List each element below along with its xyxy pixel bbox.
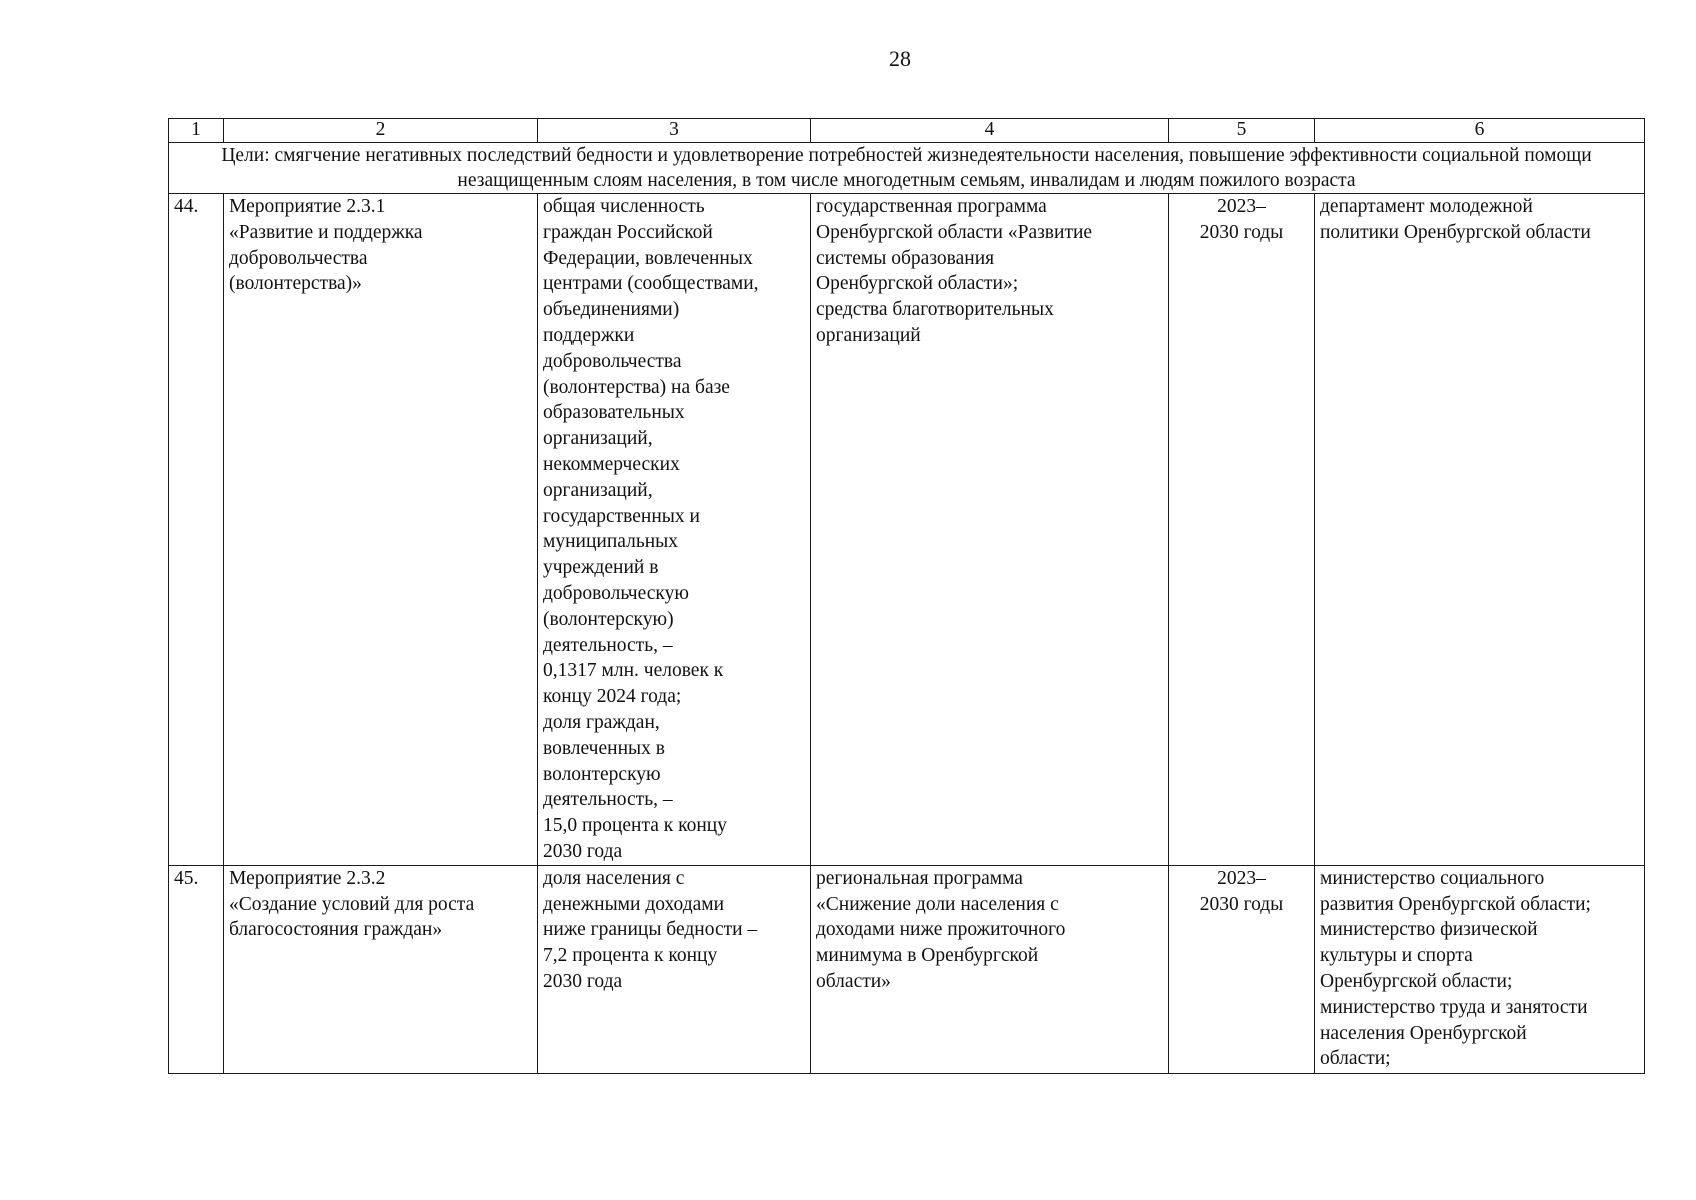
cell-line: 0,1317 млн. человек к (543, 660, 724, 682)
cell-line: добровольчества (229, 247, 368, 269)
cell-line: политики Оренбургской области (1320, 221, 1591, 243)
table-row (169, 865, 1645, 1073)
cell-line: организаций, (543, 479, 653, 501)
cell-line: министерство социального (1320, 867, 1545, 889)
indicator-cell (538, 194, 811, 866)
cell-line: Мероприятие 2.3.2 (229, 867, 386, 889)
cell-line: вовлеченных в (543, 737, 665, 759)
cell-line: образовательных (543, 402, 685, 424)
cell-line: «Создание условий для роста (229, 893, 475, 915)
responsible-cell (1315, 865, 1645, 1073)
cell-line: системы образования (816, 247, 995, 269)
indicator-cell (538, 865, 811, 1073)
row-number: 45. (169, 865, 224, 1073)
cell-line: благосостояния граждан» (229, 919, 443, 941)
cell-line: денежными доходами (543, 893, 725, 915)
cell-line: населения Оренбургской (1320, 1022, 1527, 1044)
column-number: 3 (538, 119, 811, 143)
cell-line: 2030 года (543, 840, 623, 862)
cell-line: доходами ниже прожиточного (816, 919, 1066, 941)
cell-line: концу 2024 года; (543, 686, 682, 708)
cell-line: граждан Российской (543, 221, 713, 243)
cell-line: 2023– (1217, 867, 1266, 889)
table-row (169, 194, 1645, 866)
cell-line: министерство физической (1320, 919, 1538, 941)
cell-line: культуры и спорта (1320, 945, 1473, 967)
cell-line: организаций, (543, 428, 653, 450)
cell-line: 7,2 процента к концу (543, 945, 718, 967)
cell-line: департамент молодежной (1320, 196, 1533, 217)
funding-source-cell (811, 194, 1169, 866)
cell-line: Мероприятие 2.3.1 (229, 196, 386, 217)
cell-line: ниже границы бедности – (543, 919, 758, 941)
cell-line: 2023– (1217, 196, 1266, 217)
funding-source-cell (811, 865, 1169, 1073)
measure-cell (224, 194, 538, 866)
cell-line: центрами (сообществами, (543, 273, 759, 295)
cell-line: 2030 годы (1199, 893, 1284, 915)
cell-line: организаций (816, 324, 921, 346)
column-number: 5 (1169, 119, 1315, 143)
goals-row (169, 143, 1645, 194)
measures-table (168, 118, 1645, 1074)
measure-cell (224, 865, 538, 1073)
cell-line: Федерации, вовлеченных (543, 247, 753, 269)
cell-line: Оренбургской области «Развитие (816, 221, 1093, 243)
cell-line: Оренбургской области»; (816, 273, 1019, 295)
page-number: 28 (889, 46, 911, 71)
cell-line: области» (816, 970, 891, 992)
cell-line: «Развитие и поддержка (229, 221, 423, 243)
period-cell (1169, 194, 1315, 866)
period-cell (1169, 865, 1315, 1073)
column-number: 6 (1315, 119, 1645, 143)
cell-line: объединениями) (543, 299, 680, 321)
cell-line: министерство труда и занятости (1320, 996, 1588, 1018)
column-number: 1 (169, 119, 224, 143)
cell-line: области; (1320, 1048, 1391, 1070)
cell-line: государственная программа (816, 196, 1047, 217)
cell-line: региональная программа (816, 867, 1023, 889)
cell-line: волонтерскую (543, 763, 661, 785)
cell-line: (волонтерскую) (543, 608, 674, 630)
cell-line: минимума в Оренбургской (816, 945, 1039, 967)
cell-line: государственных и (543, 505, 700, 527)
cell-line: добровольческую (543, 582, 689, 604)
cell-line: 2030 годы (1199, 221, 1284, 243)
cell-line: доля граждан, (543, 711, 660, 733)
column-number: 4 (811, 119, 1169, 143)
cell-line: средства благотворительных (816, 299, 1054, 321)
row-number: 44. (169, 194, 224, 866)
cell-line: учреждений в (543, 557, 659, 579)
cell-line: Оренбургской области; (1320, 970, 1513, 992)
cell-line: общая численность (543, 196, 705, 217)
cell-line: муниципальных (543, 531, 679, 553)
cell-line: 2030 года (543, 970, 623, 992)
cell-line: развития Оренбургской области; (1320, 893, 1591, 915)
cell-line: деятельность, – (543, 789, 673, 811)
column-number-row (169, 119, 1645, 143)
cell-line: (волонтерства)» (229, 273, 362, 295)
cell-line: (волонтерства) на базе (543, 376, 730, 398)
cell-line: добровольчества (543, 350, 682, 372)
goals-text: Цели: смягчение негативных последствий бедности и удовлетворение потребностей жизнедеятельности населения, повышение эффективности социальной помощи незащищенным слоям населения, в том числе многодетным семьям, инвалидам и людям пожилого возраста (169, 143, 1645, 194)
cell-line: 15,0 процента к концу (543, 815, 727, 837)
column-number: 2 (224, 119, 538, 143)
cell-line: некоммерческих (543, 453, 680, 475)
cell-line: «Снижение доли населения с (816, 893, 1059, 915)
cell-line: поддержки (543, 324, 635, 346)
cell-line: доля населения с (543, 867, 685, 889)
responsible-cell (1315, 194, 1645, 866)
cell-line: деятельность, – (543, 634, 673, 656)
